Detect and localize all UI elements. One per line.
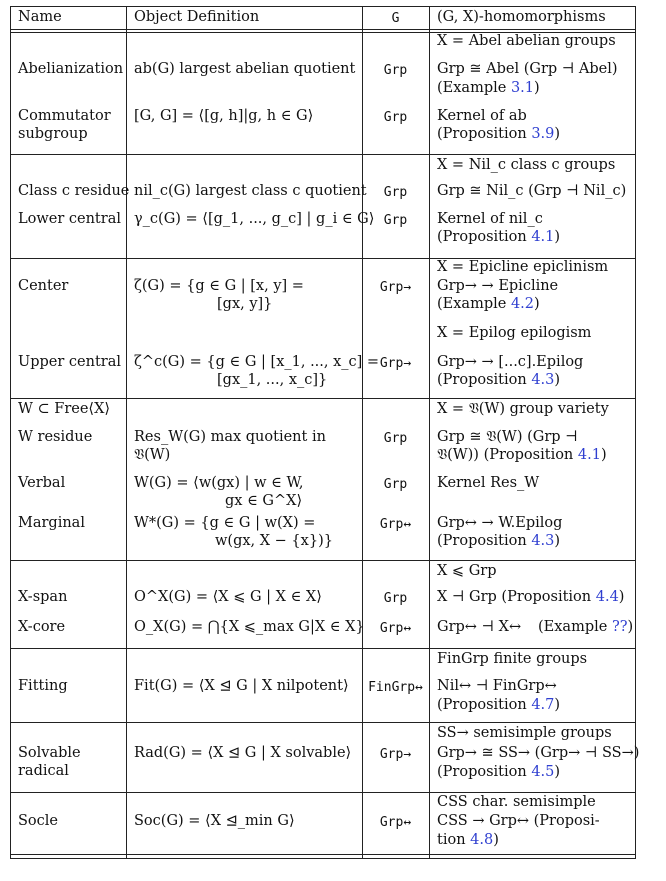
x-span-def: O^X(G) = ⟨X ⩽ G | X ∈ X⟩ [134, 589, 322, 605]
col-rule-left [10, 6, 11, 858]
rule-abel [10, 154, 636, 155]
fitting-g: FinGrp↔ [368, 680, 423, 695]
commutator-name-2: subgroup [18, 126, 88, 142]
class-c-name: Class c residue [18, 183, 130, 199]
marginal-hom: Grp↔ → W.Epilog [437, 515, 563, 531]
col-rule-3 [429, 6, 430, 858]
fitting-note: FinGrp finite groups [437, 651, 588, 667]
solvable-hom: Grp→ ≅ SS→ (Grp→ ⊣ SS→) [437, 745, 640, 761]
upper-central-ref-post: ) [554, 372, 561, 388]
rule-span [10, 648, 636, 649]
rule-fitting [10, 722, 636, 723]
socle-ref-line [437, 831, 499, 850]
w-residue-g: Grp [383, 431, 408, 446]
solvable-note: SS→ semisimple groups [437, 725, 612, 741]
lower-central-ref-post: ) [554, 229, 561, 245]
fitting-ref-line [437, 696, 560, 715]
center-ref-pre: (Example [437, 296, 511, 312]
abelianization-name: Abelianization [18, 61, 124, 77]
verbal-hom: Kernel Res_W [437, 475, 540, 491]
header-homomorphisms: (G, X)-homomorphisms [437, 9, 606, 25]
abelianization-ref-line [437, 79, 540, 98]
solvable-ref-line [437, 763, 560, 782]
x-core-ref-pre: (Example [538, 619, 612, 635]
lower-central-name: Lower central [18, 211, 121, 227]
rule-bottom-2 [10, 858, 636, 859]
lower-central-ref-pre: (Proposition [437, 229, 532, 245]
commutator-name-1: Commutator [18, 108, 111, 124]
x-core-name: X-core [18, 619, 66, 635]
w-residue-name: W residue [18, 429, 93, 445]
epilog-note: X = Epilog epilogism [437, 325, 592, 341]
x-core-g: Grp↔ [379, 621, 412, 636]
center-hom: Grp→ → Epicline [437, 278, 559, 294]
lower-central-ref-link[interactable]: 4.1 [531, 229, 555, 245]
header-g: G [391, 11, 400, 26]
marginal-ref-pre: (Proposition [437, 533, 532, 549]
commutator-ref-line [437, 125, 560, 144]
upper-central-ref-link[interactable]: 4.3 [531, 372, 555, 388]
abelianization-hom: Grp ≅ Abel (Grp ⊣ Abel) [437, 61, 618, 77]
socle-note: CSS char. semisimple [437, 794, 596, 810]
marginal-def-1: W*(G) = {g ∈ G | w(X) = [134, 515, 316, 531]
upper-central-name: Upper central [18, 354, 121, 370]
rule-variety [10, 560, 636, 561]
solvable-name-2: radical [18, 763, 69, 779]
marginal-ref-link[interactable]: 4.3 [531, 533, 555, 549]
class-c-def: nil_c(G) largest class c quotient [134, 183, 367, 199]
solvable-def: Rad(G) = ⟨X ⊴ G | X solvable⟩ [134, 745, 352, 761]
header-object-definition: Object Definition [134, 9, 260, 25]
w-residue-hom-2-line [437, 446, 607, 465]
x-core-ref-link[interactable]: ?? [611, 619, 628, 635]
abelianization-def: ab(G) largest abelian quotient [134, 61, 356, 77]
x-span-ref-link[interactable]: 4.4 [595, 589, 619, 605]
w-residue-def-2: 𝔙(W) [134, 447, 171, 463]
lower-central-def: γ_c(G) = ⟨[g_1, ..., g_c] | g_i ∈ G⟩ [134, 211, 375, 227]
abelianization-ref-link[interactable]: 3.1 [510, 80, 534, 96]
marginal-ref-post: ) [554, 533, 561, 549]
rule-bottom [10, 854, 636, 855]
marginal-ref-line [437, 532, 560, 551]
socle-def: Soc(G) = ⟨X ⊴_min G⟩ [134, 813, 295, 829]
marginal-name: Marginal [18, 515, 85, 531]
x-span-hom-line [437, 588, 624, 607]
lower-central-ref-line [437, 228, 560, 247]
col-rule-1 [126, 6, 127, 858]
marginal-g: Grp↔ [379, 517, 412, 532]
span-note: X ⩽ Grp [437, 563, 497, 579]
w-residue-ref-link[interactable]: 4.1 [577, 447, 601, 463]
solvable-ref-pre: (Proposition [437, 764, 532, 780]
w-residue-def-1: Res_W(G) max quotient in [134, 429, 326, 445]
center-ref-post: ) [534, 296, 540, 312]
rule-top [10, 6, 636, 7]
variety-note: X = 𝔙(W) group variety [437, 401, 609, 417]
w-residue-hom-1: Grp ≅ 𝔙(W) (Grp ⊣ [437, 429, 578, 445]
class-c-hom: Grp ≅ Nil_c (Grp ⊣ Nil_c) [437, 183, 627, 199]
x-core-def: O_X(G) = ⋂{X ⩽_max G|X ∈ X} [134, 619, 365, 635]
fitting-name: Fitting [18, 678, 68, 694]
socle-g: Grp↔ [379, 815, 412, 830]
solvable-g: Grp→ [379, 747, 412, 762]
nil-note: X = Nil_c class c groups [437, 157, 616, 173]
fitting-ref-post: ) [554, 697, 561, 713]
socle-ref-link[interactable]: 4.8 [470, 832, 494, 848]
verbal-def-1: W(G) = ⟨w(gx) | w ∈ W, [134, 475, 304, 491]
verbal-def-2: gx ∈ G^X⟩ [225, 493, 303, 509]
center-name: Center [18, 278, 69, 294]
x-span-hom: X ⊣ Grp (Proposition [437, 589, 596, 605]
upper-central-def-2: [gx_1, ..., x_c]} [217, 372, 328, 388]
x-span-ref-post: ) [618, 589, 625, 605]
upper-central-def-1: ζ^c(G) = {g ∈ G | [x_1, ..., x_c] = [134, 354, 380, 370]
fitting-hom: Nil↔ ⊣ FinGrp↔ [437, 678, 557, 694]
socle-hom: CSS → Grp↔ (Proposi- [437, 813, 600, 829]
commutator-ref-link[interactable]: 3.9 [531, 126, 555, 142]
abel-note: X = Abel abelian groups [437, 33, 616, 49]
lower-central-g: Grp [383, 213, 408, 228]
socle-name: Socle [18, 813, 59, 829]
solvable-name-1: Solvable [18, 745, 81, 761]
fitting-ref-link[interactable]: 4.7 [531, 697, 555, 713]
x-core-ref-line [538, 618, 633, 637]
center-ref-link[interactable]: 4.2 [510, 296, 534, 312]
x-core-ref-post: ) [627, 619, 634, 635]
marginal-def-2: w(gx, X − {x})} [215, 533, 333, 549]
w-residue-hom-2: 𝔙(W)) (Proposition [437, 447, 578, 463]
verbal-g: Grp [383, 477, 408, 492]
lower-central-hom: Kernel of nil_c [437, 211, 543, 227]
commutator-ref-pre: (Proposition [437, 126, 532, 142]
solvable-ref-link[interactable]: 4.5 [531, 764, 555, 780]
verbal-name: Verbal [18, 475, 66, 491]
center-note: X = Epicline epiclinism [437, 259, 609, 275]
fitting-def: Fit(G) = ⟨X ⊴ G | X nilpotent⟩ [134, 678, 349, 694]
abelianization-ref-pre: (Example [437, 80, 511, 96]
w-residue-ref-post: ) [600, 447, 607, 463]
header-name: Name [18, 9, 62, 25]
center-def-2: [gx, y]} [217, 296, 273, 312]
rule-header [10, 29, 636, 30]
abelianization-ref-post: ) [534, 80, 540, 96]
rule-epi [10, 398, 636, 399]
col-rule-right [635, 6, 636, 858]
solvable-ref-post: ) [554, 764, 561, 780]
socle-hom-2: tion [437, 832, 471, 848]
upper-central-ref-pre: (Proposition [437, 372, 532, 388]
socle-ref-post: ) [493, 832, 499, 848]
commutator-ref-post: ) [554, 126, 561, 142]
center-g: Grp→ [379, 280, 412, 295]
abelianization-g: Grp [383, 63, 408, 78]
x-span-name: X-span [18, 589, 68, 605]
fitting-ref-pre: (Proposition [437, 697, 532, 713]
upper-central-hom: Grp→ → [...c].Epilog [437, 354, 584, 370]
commutator-def: [G, G] = ⟨[g, h]|g, h ∈ G⟩ [134, 108, 314, 124]
class-c-g: Grp [383, 185, 408, 200]
center-ref-line [437, 295, 540, 314]
commutator-g: Grp [383, 110, 408, 125]
variety-name: W ⊂ Free⟨X⟩ [18, 401, 111, 417]
center-def-1: ζ(G) = {g ∈ G | [x, y] = [134, 278, 304, 294]
upper-central-ref-line [437, 371, 560, 390]
x-core-hom: Grp↔ ⊣ X↔ [437, 619, 522, 635]
upper-central-g: Grp→ [379, 356, 412, 371]
x-span-g: Grp [383, 591, 408, 606]
commutator-hom: Kernel of ab [437, 108, 527, 124]
